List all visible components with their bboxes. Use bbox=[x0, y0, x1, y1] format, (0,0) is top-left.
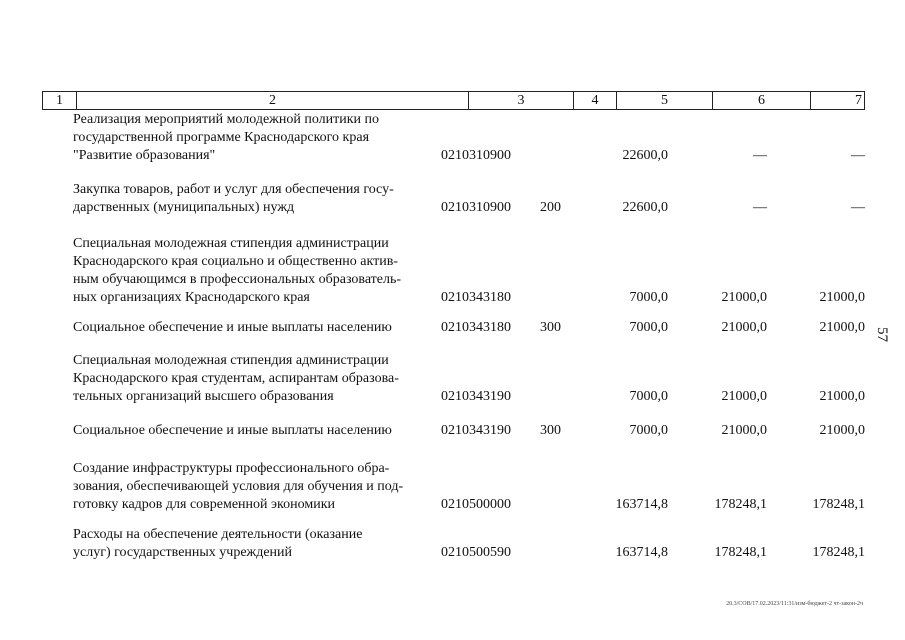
row-value-2023: 163714,8 bbox=[615, 497, 668, 512]
row-value-2025: 21000,0 bbox=[819, 423, 865, 438]
row-value-2025: 21000,0 bbox=[819, 320, 865, 335]
row-value-2025: — bbox=[851, 148, 865, 163]
description-line: Социальное обеспечение и иные выплаты населению bbox=[73, 320, 392, 335]
row-description bbox=[73, 111, 425, 165]
row-code: 0210343180 bbox=[441, 290, 511, 305]
description-line: "Развитие образования" bbox=[73, 148, 216, 163]
table-row bbox=[0, 422, 905, 440]
header-col-7: 7 bbox=[855, 93, 862, 108]
row-value-2024: 21000,0 bbox=[721, 290, 767, 305]
header-col-6: 6 bbox=[713, 92, 811, 109]
table-row bbox=[0, 526, 905, 562]
row-value-2023: 7000,0 bbox=[629, 320, 668, 335]
table-row bbox=[0, 111, 905, 165]
description-line: Расходы на обеспечение деятельности (оказание bbox=[73, 527, 363, 542]
description-line: Социальное обеспечение и иные выплаты населению bbox=[73, 423, 392, 438]
table-row bbox=[0, 181, 905, 217]
row-expense-group: 300 bbox=[540, 423, 561, 438]
table-header bbox=[42, 91, 865, 110]
header-col-5: 5 bbox=[617, 92, 713, 109]
row-value-2024: 178248,1 bbox=[714, 497, 767, 512]
row-code: 0210343180 bbox=[441, 320, 511, 335]
row-description bbox=[73, 181, 425, 217]
row-value-2023: 22600,0 bbox=[622, 200, 668, 215]
row-value-2024: 21000,0 bbox=[721, 389, 767, 404]
row-value-2023: 7000,0 bbox=[629, 290, 668, 305]
row-value-2023: 7000,0 bbox=[629, 423, 668, 438]
description-line: Закупка товаров, работ и услуг для обеспечения госу- bbox=[73, 182, 394, 197]
description-line: готовку кадров для современной экономики bbox=[73, 497, 336, 512]
row-value-2023: 22600,0 bbox=[622, 148, 668, 163]
table-row bbox=[0, 352, 905, 406]
description-line: Специальная молодежная стипендия администрации bbox=[73, 236, 389, 251]
row-expense-group: 300 bbox=[540, 320, 561, 335]
table-row bbox=[0, 235, 905, 307]
description-line: зования, обеспечивающей условия для обучения и под- bbox=[73, 479, 404, 494]
header-col-1: 1 bbox=[43, 92, 77, 109]
description-line: услуг) государственных учреждений bbox=[73, 545, 293, 560]
description-line: государственной программе Краснодарского края bbox=[73, 130, 370, 145]
row-value-2025: 178248,1 bbox=[812, 497, 865, 512]
row-code: 0210500590 bbox=[441, 545, 511, 560]
row-description bbox=[73, 422, 425, 440]
header-col-3: 3 bbox=[469, 92, 574, 109]
row-value-2023: 163714,8 bbox=[615, 545, 668, 560]
description-line: тельных организаций высшего образования bbox=[73, 389, 334, 404]
table-row bbox=[0, 319, 905, 337]
header-col-4: 4 bbox=[574, 92, 617, 109]
description-line: Краснодарского края студентам, аспирантам образова- bbox=[73, 371, 399, 386]
row-code: 0210343190 bbox=[441, 389, 511, 404]
row-value-2024: — bbox=[753, 200, 767, 215]
document-footer: 20.3/СОВ/17.02.2023/11:31/изм-бюджет-2 чт-закон-2ч bbox=[726, 601, 863, 607]
row-value-2025: — bbox=[851, 200, 865, 215]
description-line: ным обучающимся в профессиональных образователь- bbox=[73, 272, 402, 287]
row-description bbox=[73, 526, 425, 562]
row-description bbox=[73, 352, 425, 406]
row-code: 0210310900 bbox=[441, 148, 511, 163]
description-line: Специальная молодежная стипендия администрации bbox=[73, 353, 389, 368]
description-line: Реализация мероприятий молодежной политики по bbox=[73, 112, 380, 127]
table-row bbox=[0, 460, 905, 514]
description-line: Краснодарского края социально и общественно актив- bbox=[73, 254, 398, 269]
row-value-2024: — bbox=[753, 148, 767, 163]
row-value-2025: 178248,1 bbox=[812, 545, 865, 560]
description-line: ных организациях Краснодарского края bbox=[73, 290, 310, 305]
row-value-2024: 21000,0 bbox=[721, 320, 767, 335]
row-value-2024: 21000,0 bbox=[721, 423, 767, 438]
row-description bbox=[73, 319, 425, 337]
row-description bbox=[73, 460, 425, 514]
row-code: 0210310900 bbox=[441, 200, 511, 215]
row-description bbox=[73, 235, 425, 307]
row-value-2024: 178248,1 bbox=[714, 545, 767, 560]
row-code: 0210500000 bbox=[441, 497, 511, 512]
row-expense-group: 200 bbox=[540, 200, 561, 215]
description-line: дарственных (муниципальных) нужд bbox=[73, 200, 295, 215]
row-value-2025: 21000,0 bbox=[819, 389, 865, 404]
description-line: Создание инфраструктуры профессионального обра- bbox=[73, 461, 390, 476]
row-value-2023: 7000,0 bbox=[629, 389, 668, 404]
row-value-2025: 21000,0 bbox=[819, 290, 865, 305]
page-number: 57 bbox=[874, 327, 890, 342]
header-col-2: 2 bbox=[77, 92, 469, 109]
row-code: 0210343190 bbox=[441, 423, 511, 438]
